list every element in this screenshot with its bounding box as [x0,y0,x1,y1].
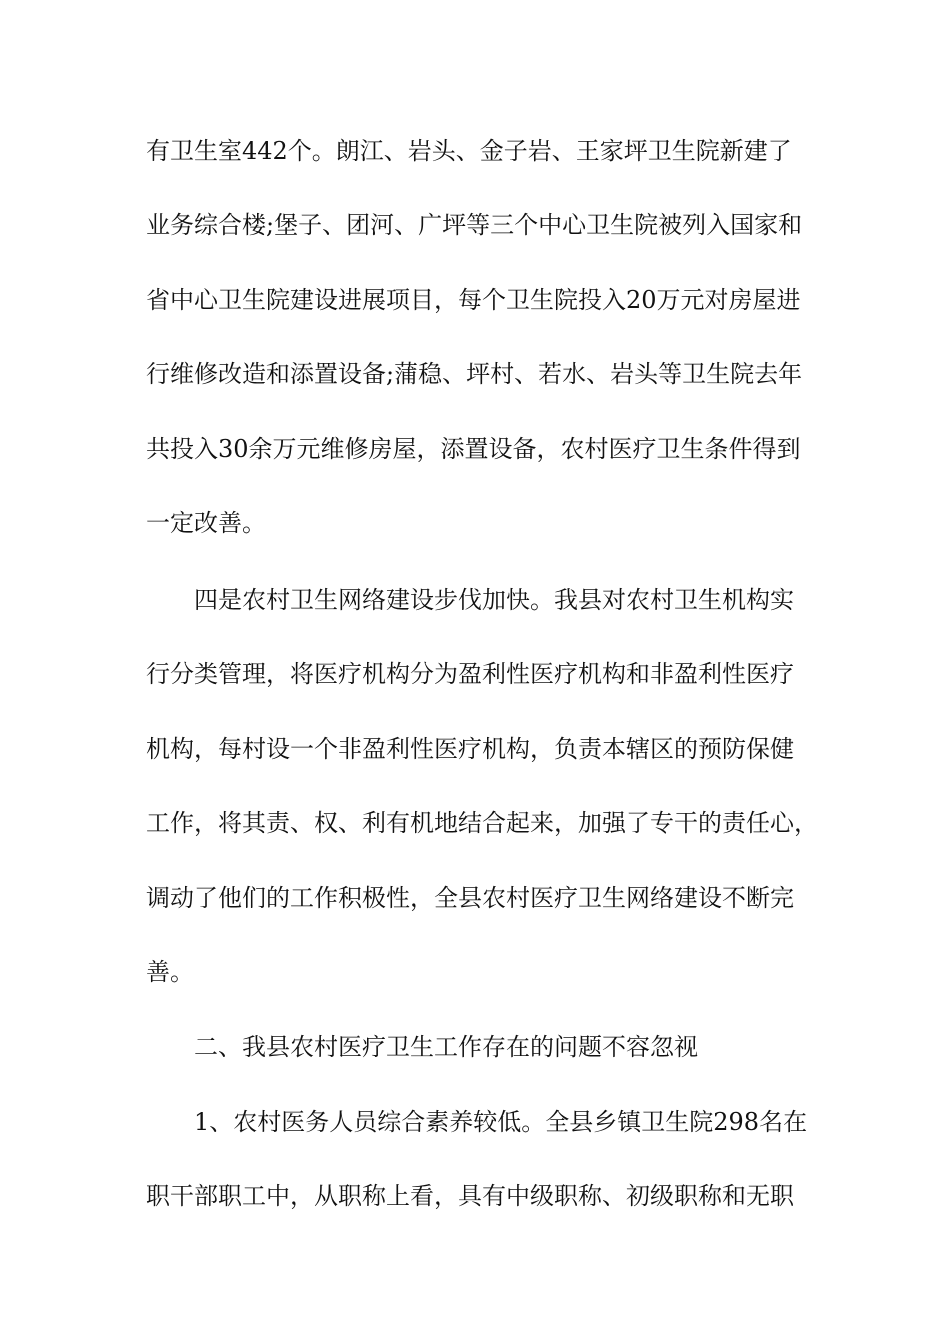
text-line: 工作，将其责、权、利有机地结合起来，加强了专干的责任心， [146,809,818,837]
text-line: 善。 [146,958,194,986]
text-line: 一定改善。 [146,509,266,537]
paragraph-start-line: 四是农村卫生网络建设步伐加快。我县对农村卫生机构实 [194,586,794,614]
text-line: 共投入30余万元维修房屋，添置设备，农村医疗卫生条件得到 [146,435,801,463]
text-line: 业务综合楼;堡子、团河、广坪等三个中心卫生院被列入国家和 [146,211,803,239]
text-line: 行维修改造和添置设备;蒲稳、坪村、若水、岩头等卫生院去年 [146,360,803,388]
text-line: 有卫生室442个。朗江、岩头、金子岩、王家坪卫生院新建了 [146,137,792,165]
text-line: 职干部职工中，从职称上看，具有中级职称、初级职称和无职 [146,1182,794,1210]
text-line: 机构，每村设一个非盈利性医疗机构，负责本辖区的预防保健 [146,735,794,763]
paragraph-start-line: 1、农村医务人员综合素养较低。全县乡镇卫生院298名在 [194,1108,808,1136]
section-heading: 二、我县农村医疗卫生工作存在的问题不容忽视 [194,1033,698,1061]
text-line: 调动了他们的工作积极性，全县农村医疗卫生网络建设不断完 [146,884,794,912]
text-line: 行分类管理，将医疗机构分为盈利性医疗机构和非盈利性医疗 [146,660,794,688]
text-line: 省中心卫生院建设进展项目，每个卫生院投入20万元对房屋进 [146,286,801,314]
